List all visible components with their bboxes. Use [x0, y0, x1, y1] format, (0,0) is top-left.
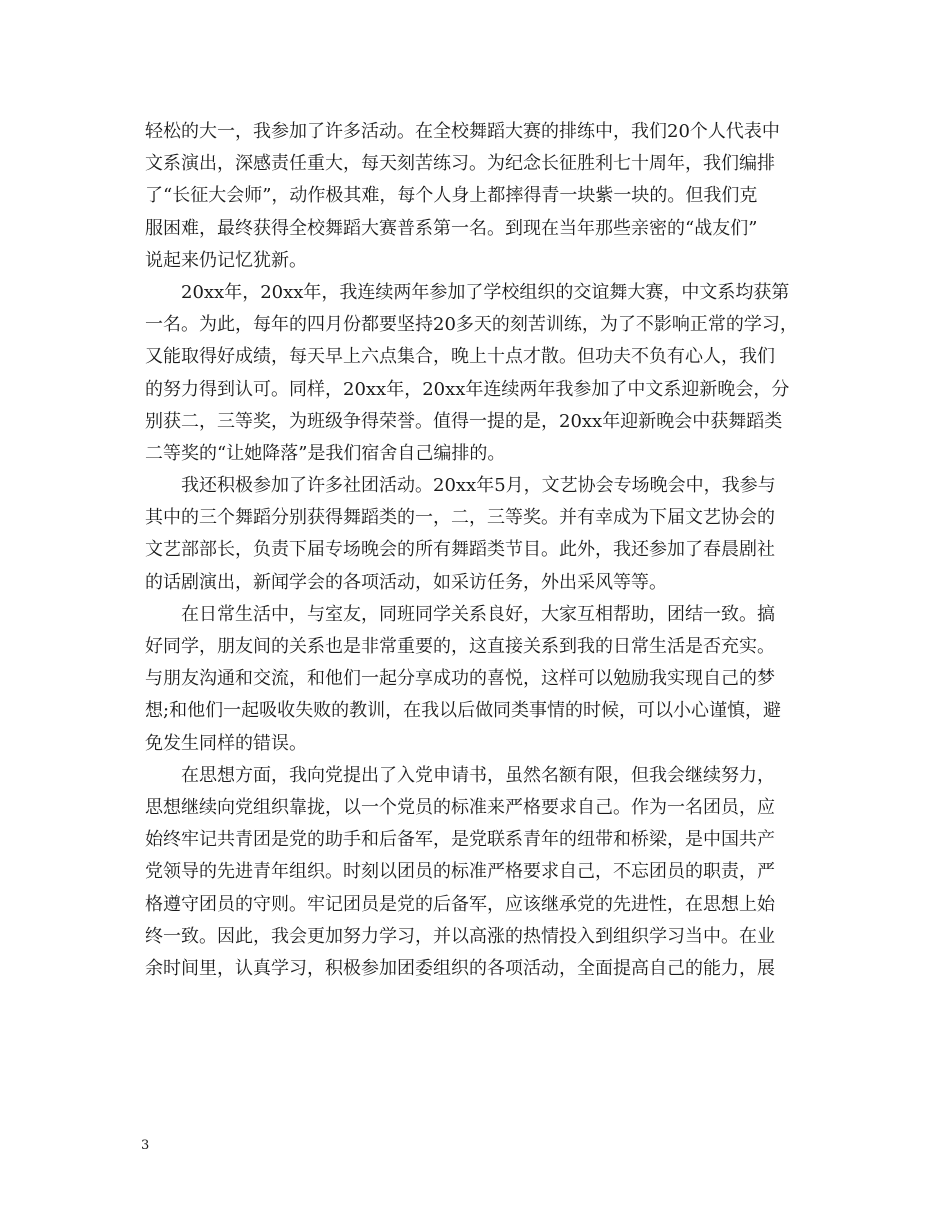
- text-line: 好同学，朋友间的关系也是非常重要的，这直接关系到我的日常生活是否充实。: [145, 636, 775, 657]
- text-line: 服困难，最终获得全校舞蹈大赛普系第一名。到现在当年那些亲密的“战友们”: [145, 217, 758, 239]
- text-line: 的话剧演出，新闻学会的各项活动，如采访任务，外出采风等等。: [145, 571, 667, 593]
- paragraph-first-line: 我还积极参加了许多社团活动。20xx年5月，文艺协会专场晚会中，我参与: [181, 475, 776, 497]
- text-line: 始终牢记共青团是党的助手和后备军，是党联系青年的纽带和桥梁，是中国共产: [145, 829, 775, 851]
- text-line: 了“长征大会师”，动作极其难，每个人身上都摔得青一块紫一块的。但我们克: [145, 185, 758, 207]
- body-text: [145, 116, 813, 985]
- text-line: 一名。为此，每年的四月份都要坚持20多天的刻苦训练，为了不影响正常的学习，: [145, 314, 798, 336]
- text-line: 文艺部部长，负责下届专场晚会的所有舞蹈类节目。此外，我还参加了春晨剧社: [145, 539, 775, 561]
- text-line: 格遵守团员的守则。牢记团员是党的后备军，应该继承党的先进性，在思想上始: [145, 893, 775, 915]
- text-line: 其中的三个舞蹈分别获得舞蹈类的一，二，三等奖。并有幸成为下届文艺协会的: [145, 507, 775, 529]
- text-line: 思想继续向党组织靠拢，以一个党员的标准来严格要求自己。作为一名团员，应: [145, 796, 775, 818]
- page-number: 3: [141, 1138, 150, 1153]
- text-line: 文系演出，深感责任重大，每天刻苦练习。为纪念长征胜利七十周年，我们编排: [145, 153, 775, 175]
- text-line: 与朋友沟通和交流，和他们一起分享成功的喜悦，这样可以勉励我实现自己的梦: [145, 668, 775, 690]
- text-line: 别获二，三等奖，为班级争得荣誉。值得一提的是，20xx年迎新晚会中获舞蹈类: [145, 410, 783, 432]
- paragraph-first-line: 在日常生活中，与室友，同班同学关系良好，大家互相帮助，团结一致。搞: [181, 603, 775, 625]
- paragraph-first-line: 20xx年，20xx年，我连续两年参加了学校组织的交谊舞大赛，中文系均获第: [181, 281, 790, 303]
- text-line: 二等奖的“让她降落”是我们宿舍自己编排的。: [145, 442, 506, 464]
- text-line: 的努力得到认可。同样，20xx年，20xx年连续两年我参加了中文系迎新晚会，分: [145, 378, 790, 400]
- text-line: 免发生同样的错误。: [145, 732, 307, 754]
- paragraph-first-line: 在思想方面，我向党提出了入党申请书，虽然名额有限，但我会继续努力，: [181, 764, 775, 786]
- text-line: 终一致。因此，我会更加努力学习，并以高涨的热情投入到组织学习当中。在业: [145, 925, 775, 947]
- text-line: 说起来仍记忆犹新。: [145, 249, 307, 271]
- text-line: 轻松的大一，我参加了许多活动。在全校舞蹈大赛的排练中，我们20个人代表中: [145, 121, 780, 142]
- text-line: 又能取得好成绩，每天早上六点集合，晚上十点才散。但功夫不负有心人，我们: [145, 346, 775, 368]
- text-line: 党领导的先进青年组织。时刻以团员的标准严格要求自己，不忘团员的职责，严: [145, 861, 775, 883]
- text-line: 余时间里，认真学习，积极参加团委组织的各项活动，全面提高自己的能力，展: [145, 957, 775, 979]
- text-line: 想;和他们一起吸收失败的教训，在我以后做同类事情的时候，可以小心谨慎，避: [145, 700, 782, 722]
